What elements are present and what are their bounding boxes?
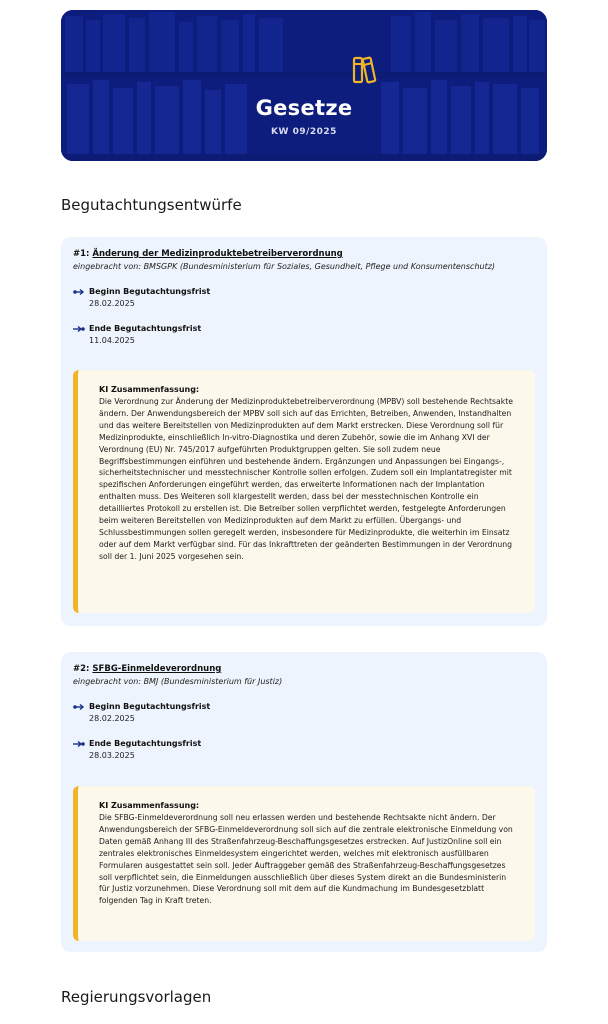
draft-title bbox=[73, 249, 343, 259]
ai-summary-box bbox=[73, 370, 535, 613]
section-heading-begutachtungsentwuerfe: Begutachtungsentwürfe bbox=[61, 196, 242, 214]
draft-number: #1: bbox=[73, 249, 90, 259]
end-label: Ende Begutachtungsfrist bbox=[89, 324, 202, 333]
start-date: 28.02.2025 bbox=[89, 299, 135, 308]
ai-summary-label: KI Zusammenfassung: bbox=[99, 385, 200, 394]
end-date: 28.03.2025 bbox=[89, 751, 135, 760]
end-arrow-icon bbox=[73, 325, 85, 333]
hero-banner bbox=[61, 10, 547, 161]
start-date: 28.02.2025 bbox=[89, 714, 135, 723]
draft-title-link[interactable]: SFBG-Einmeldeverordnung bbox=[92, 664, 222, 674]
draft-submitted-by: eingebracht von: BMJ (Bundesministerium für Justiz) bbox=[73, 677, 283, 686]
ai-summary-text: Die Verordnung zur Änderung der Medizinproduktebetreiberverordnung (MPBV) soll bestehende Rechtsakte ändern. Der Anwendungsbereich der MPBV soll sich auf das Errichten, Betreiben, Anwenden, Instandhalten und das weitere Bereitstellen von Medizinprodukten auf dem Markt erstrecken. Diese Verordnung soll für Medizinprodukte, einschließlich In-vitro-Diagnostika und deren Zubehör, sowie die im Anhang XVI der Verordnung (EU) Nr. 745/2017 aufgeführten Produktgruppen gelten. Sie soll zudem neue Begriffsbestimmungen einführen und bestehende ändern. Ergänzungen und Anpassungen bei Eingangs-, sicherheitstechnischer und messtechnischer Kontrolle sollen erfolgen. Zudem soll ein Implantatregister mit spezifischen Anforderungen eingeführt werden, das erweiterte Informationen nach der Implantation enthalten muss. Des Weiteren soll klargestellt werden, dass bei der messtechnischen Kontrolle ein detailliertes Protokoll zu erstellen ist. Die Betreiber sollen verpflichtet werden, festgelegte Anforderungen beim weiteren Bereitstellen von Medizinprodukten auf dem Markt zu erfüllen. Übergangs- und Schlussbestimmungen sollen geregelt werden, insbesondere für Medizinprodukte, die weiterhin im Einsatz oder auf dem Markt verfügbar sind. Für das Inkrafttreten der geänderten Bestimmungen in der Verordnung soll der 1. Juni 2025 vorgesehen sein. bbox=[99, 397, 513, 561]
start-label: Beginn Begutachtungsfrist bbox=[89, 702, 211, 711]
start-label: Beginn Begutachtungsfrist bbox=[89, 287, 211, 296]
start-arrow-icon bbox=[73, 288, 85, 296]
hero-overlay bbox=[61, 10, 547, 161]
draft-title-link[interactable]: Änderung der Medizinproduktebetreiberverordnung bbox=[92, 249, 343, 259]
draft-number: #2: bbox=[73, 664, 90, 674]
end-label: Ende Begutachtungsfrist bbox=[89, 739, 202, 748]
draft-submitted-by: eingebracht von: BMSGPK (Bundesministerium für Soziales, Gesundheit, Pflege und Konsumentenschutz) bbox=[73, 262, 496, 271]
books-icon bbox=[351, 55, 379, 85]
page-subtitle: KW 09/2025 bbox=[271, 127, 337, 137]
end-arrow-icon bbox=[73, 740, 85, 748]
draft-title bbox=[73, 664, 221, 674]
draft-card bbox=[61, 237, 547, 626]
page-title: Gesetze bbox=[255, 96, 353, 120]
draft-card bbox=[61, 652, 547, 952]
section-heading-regierungsvorlagen: Regierungsvorlagen bbox=[61, 988, 212, 1006]
end-date: 11.04.2025 bbox=[89, 336, 135, 345]
ai-summary-box bbox=[73, 786, 535, 941]
ai-summary-label: KI Zusammenfassung: bbox=[99, 801, 200, 810]
start-arrow-icon bbox=[73, 703, 85, 711]
ai-summary-text: Die SFBG-Einmeldeverordnung soll neu erlassen werden und bestehende Rechtsakte nicht ändern. Der Anwendungsbereich der SFBG-Einmeldeverordnung soll sich auf die zentrale elektronische Einmeldung von Daten gemäß Anhang III des Straßenfahrzeug-Beschaffungsgesetzes erstrecken. Auf JustizOnline soll ein zentrales elektronisches Einmeldesystem eingerichtet werden, welches mit elektronisch ausfüllbaren Formularen ausgestattet sein soll. Jeder Auftraggeber gemäß des Straßenfahrzeug-Beschaffungsgesetzes soll verpflichtet sein, die Einmeldungen ausschließlich über dieses System direkt an die Bundesministerin für Justiz vorzunehmen. Diese Verordnung soll mit dem auf die Kundmachung im Bundesgesetzblatt folgenden Tag in Kraft treten. bbox=[99, 813, 513, 906]
